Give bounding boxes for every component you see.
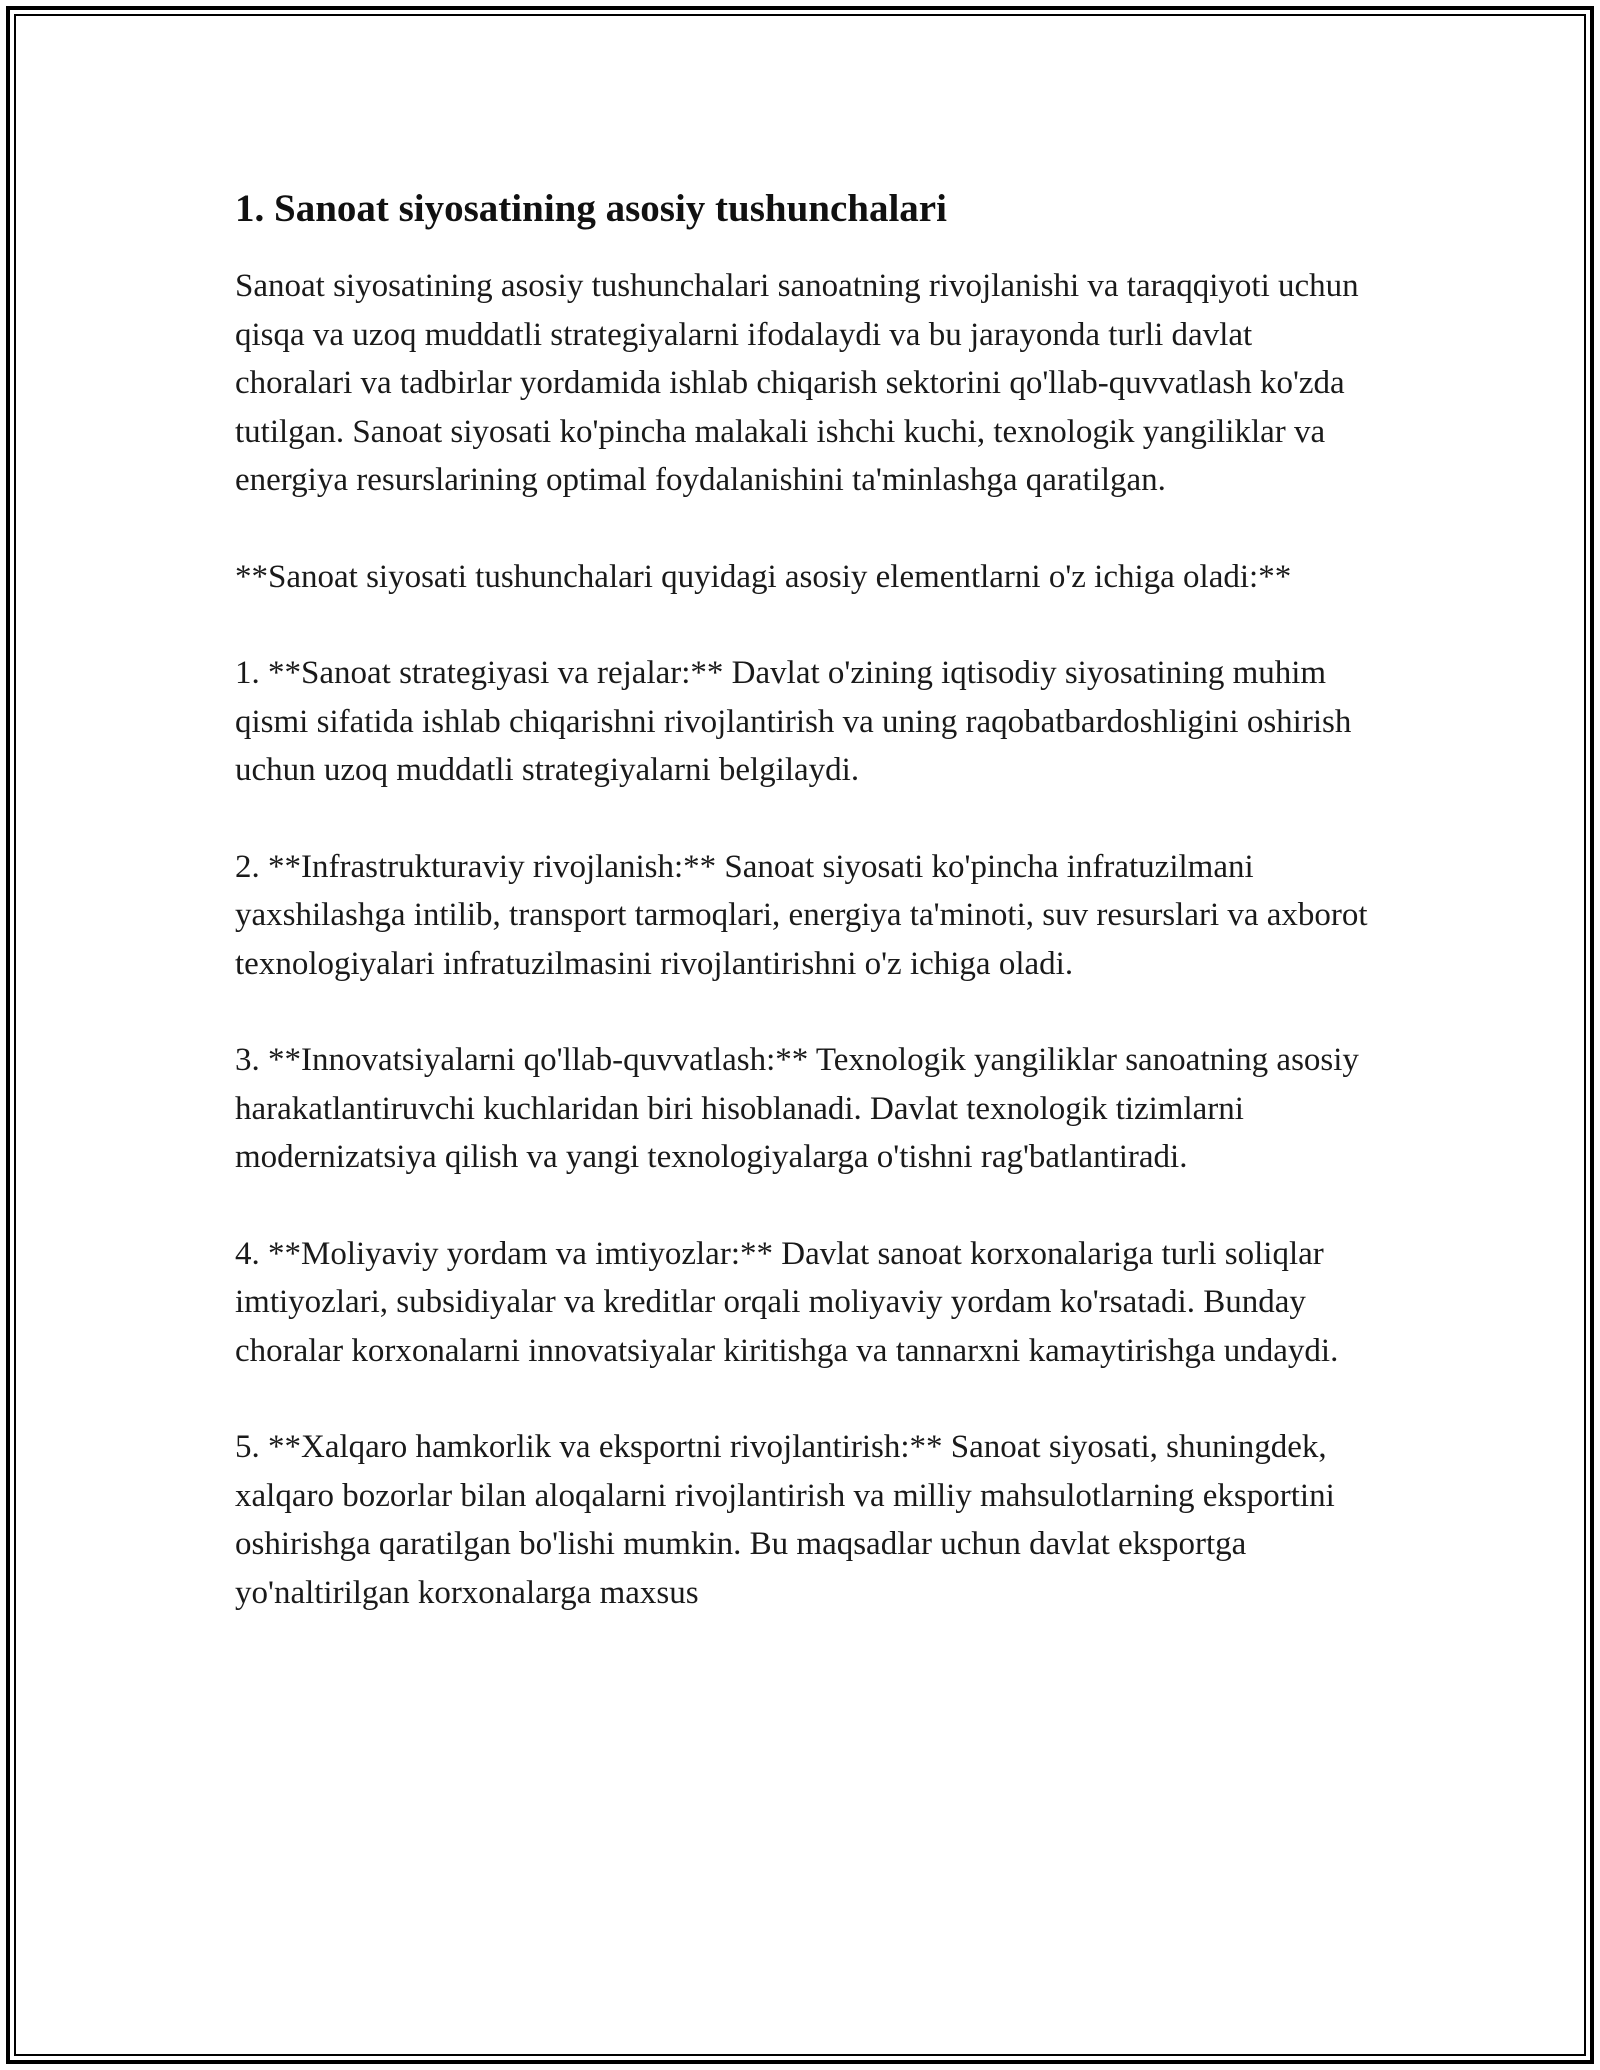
list-item-innovation: 3. **Innovatsiyalarni qo'llab-quvvatlash:** Texnologik yangiliklar sanoatning asosiy harakatlantiruvchi kuchlaridan biri hisoblanadi. Davlat texnologik tizimlarni modernizatsiya qilish va yangi texnologiyalarga o'tishni rag'batlantiradi. [235, 1042, 1359, 1175]
list-item-infrastructure: 2. **Infrastrukturaviy rivojlanish:** Sanoat siyosati ko'pincha infratuzilmani yaxshilashga intilib, transport tarmoqlari, energiya ta'minoti, suv resurslari va axborot texnologiyalari infratuzilmasini rivojlantirishni o'z ichiga oladi. [235, 848, 1368, 982]
elements-lead-paragraph: **Sanoat siyosati tushunchalari quyidagi asosiy elementlarni o'z ichiga oladi:** [235, 558, 1292, 595]
list-item-international-cooperation: 5. **Xalqaro hamkorlik va eksportni rivojlantirish:** Sanoat siyosati, shuningdek, xalqaro bozorlar bilan aloqalarni rivojlantirish va milliy mahsulotlarning eksportini oshirishga qaratilgan bo'lishi mumkin. Bu maqsadlar uchun davlat eksportga yo'naltirilgan korxonalarga maxsus [235, 1429, 1335, 1611]
list-item-strategy: 1. **Sanoat strategiyasi va rejalar:** Davlat o'zining iqtisodiy siyosatining muhim qismi sifatida ishlab chiqarishni rivojlantirish va uning raqobatbardoshligini oshirish uchun uzoq muddatli strategiyalarni belgilaydi. [235, 655, 1352, 788]
document-body [235, 186, 1375, 1665]
section-heading: 1. Sanoat siyosatining asosiy tushunchalari [235, 187, 947, 230]
intro-paragraph: Sanoat siyosatining asosiy tushunchalari sanoatning rivojlanishi va taraqqiyoti uchun qisqa va uzoq muddatli strategiyalarni ifodalaydi va bu jarayonda turli davlat choralari va tadbirlar yordamida ishlab chiqarish sektorini qo'llab-quvvatlash ko'zda tutilgan. Sanoat siyosati ko'pincha malakali ishchi kuchi, texnologik yangiliklar va energiya resurslarining optimal foydalanishini ta'minlashga qaratilgan. [235, 268, 1359, 498]
list-item-financial-support: 4. **Moliyaviy yordam va imtiyozlar:** Davlat sanoat korxonalariga turli soliqlar imtiyozlari, subsidiyalar va kreditlar orqali moliyaviy yordam ko'rsatadi. Bunday choralar korxonalarni innovatsiyalar kiritishga va tannarxni kamaytirishga undaydi. [235, 1235, 1339, 1369]
